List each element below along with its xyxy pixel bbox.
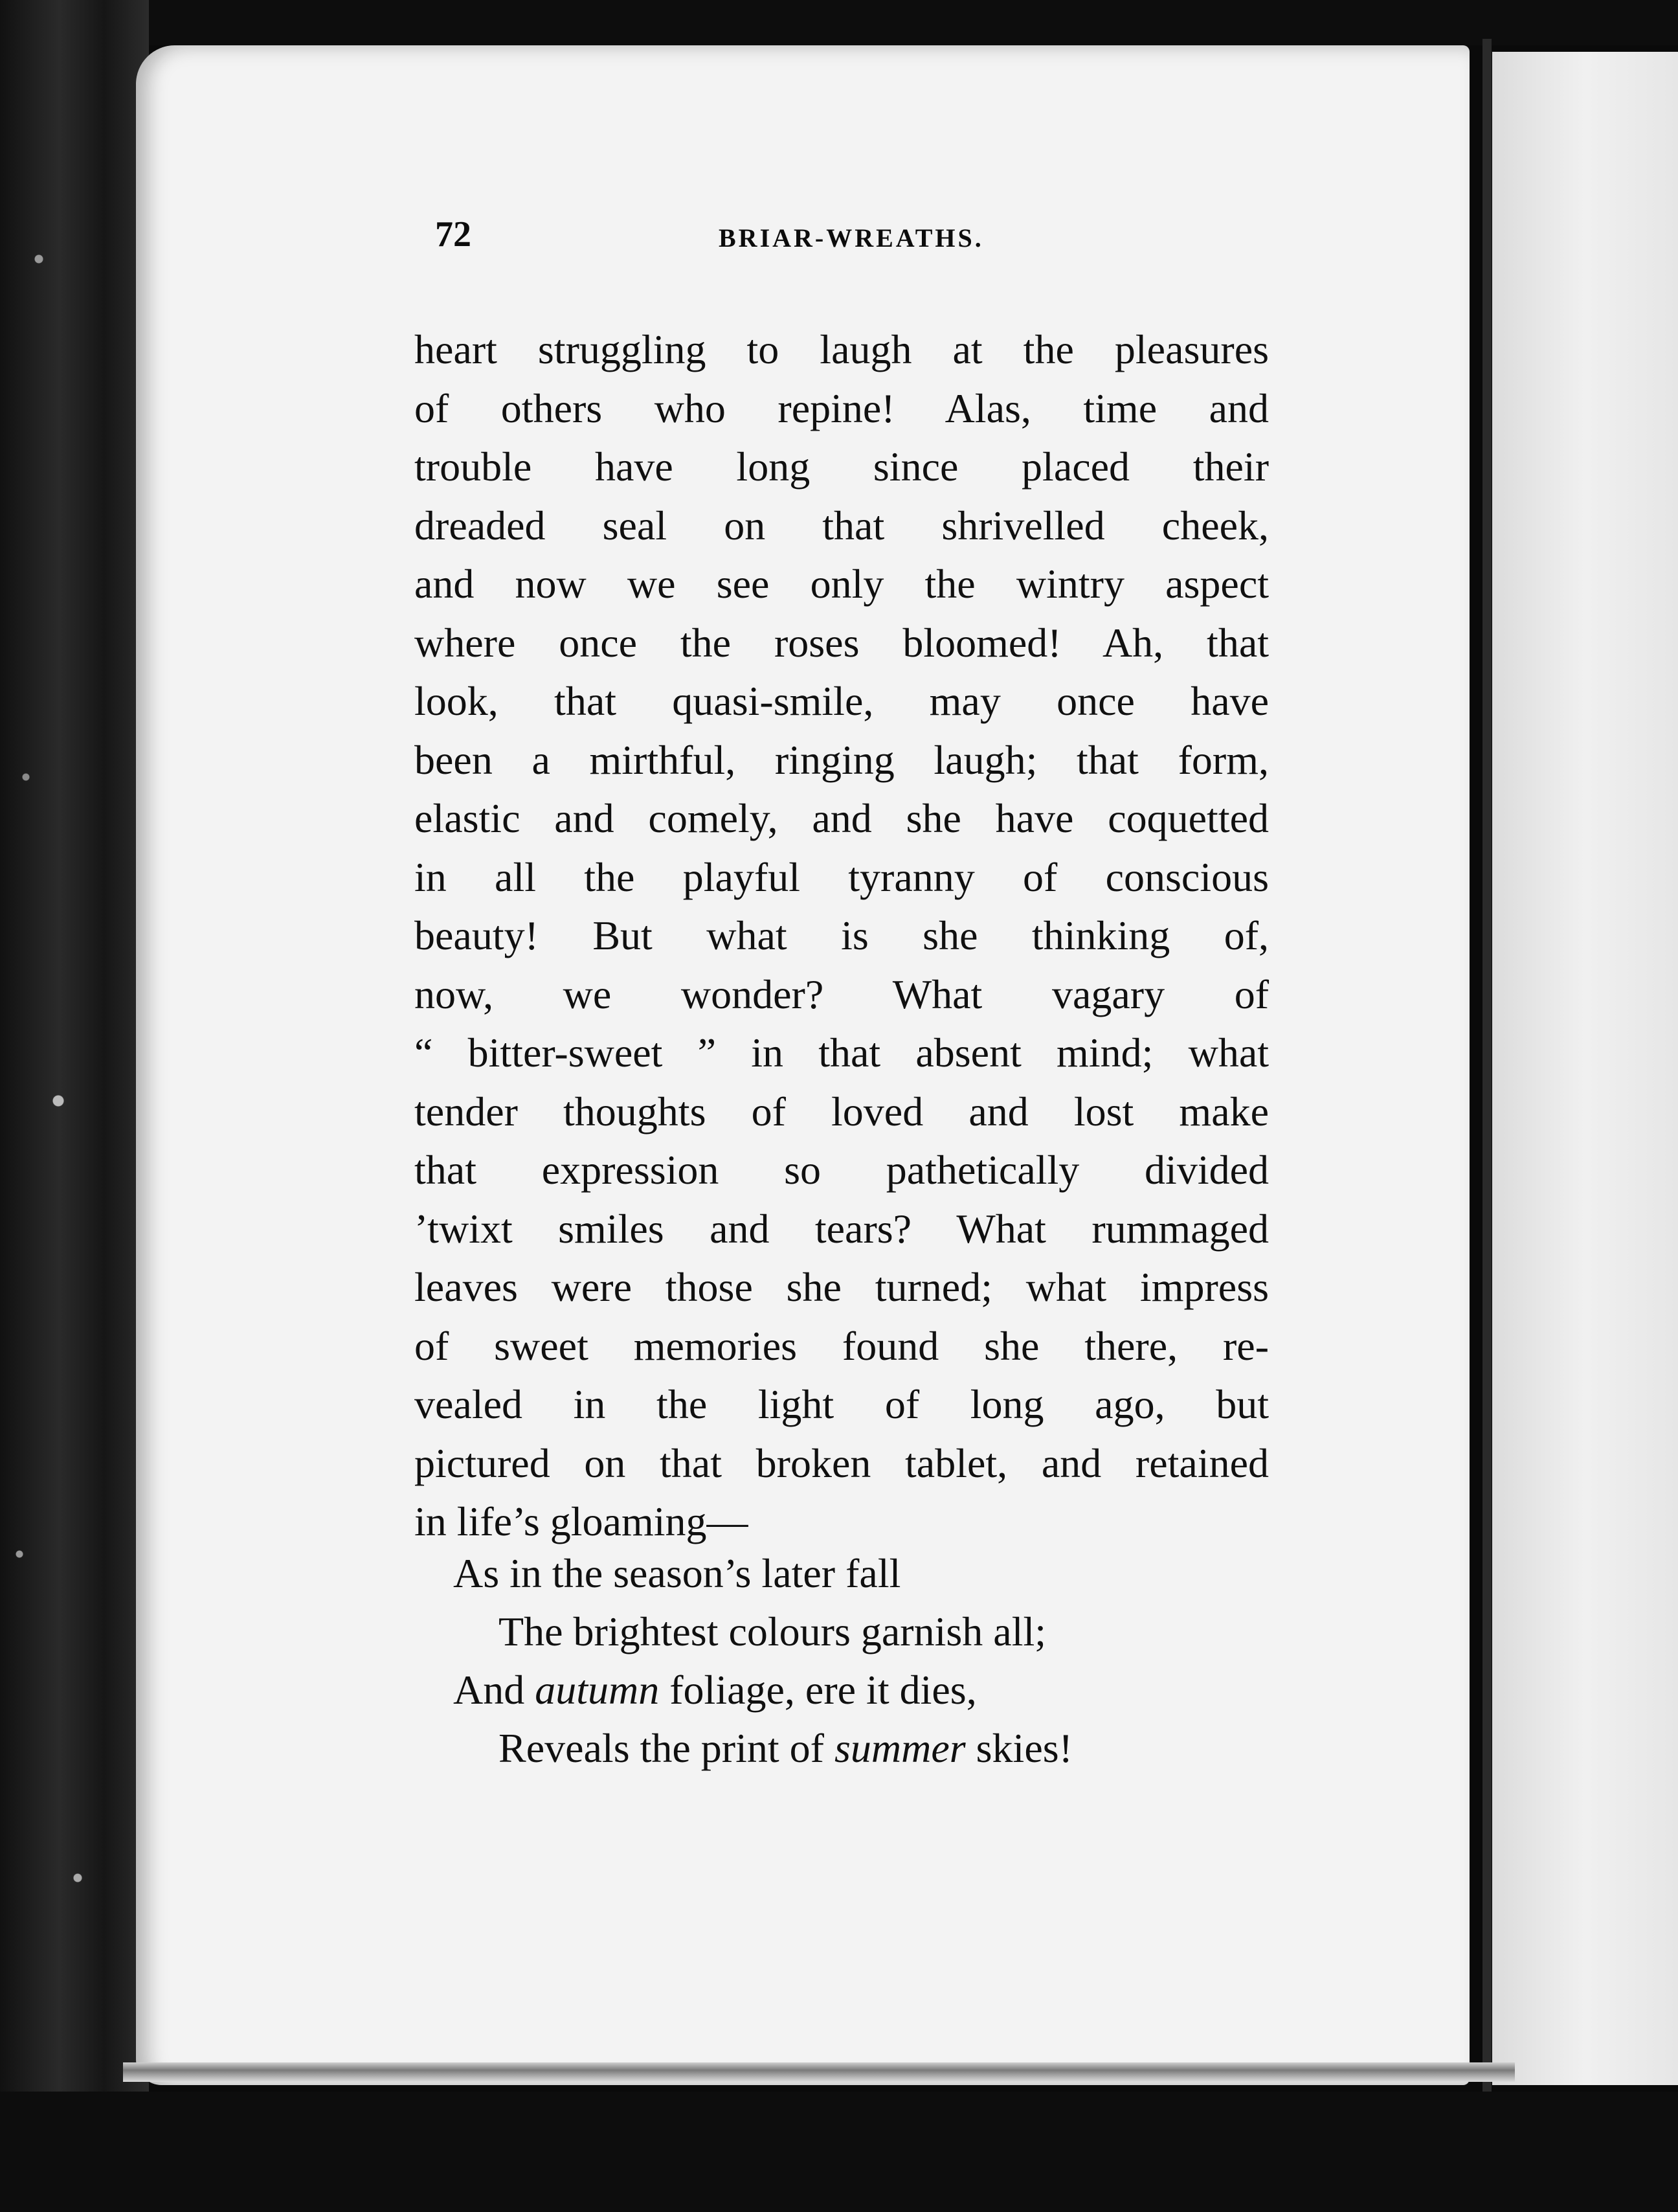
verse-line: The brightest colours garnish all; — [498, 1608, 1047, 1654]
text-line: in life’s gloaming— — [414, 1498, 748, 1544]
text-line: of others who repine! Alas, time and — [414, 385, 1269, 431]
verse-italic-word: summer — [834, 1725, 966, 1771]
verse-text: Reveals the print of — [498, 1725, 834, 1771]
prose-paragraph — [414, 321, 1269, 1552]
text-line: been a mirthful, ringing laugh; that form, — [414, 736, 1269, 783]
text-line: in all the playful tyranny of conscious — [414, 853, 1269, 900]
scan-top-border — [0, 0, 1678, 45]
page-gutter — [1482, 39, 1492, 2092]
text-line: tender thoughts of loved and lost make — [414, 1088, 1269, 1134]
facing-page-edge — [1492, 52, 1678, 2085]
text-line: of sweet memories found she there, re- — [414, 1322, 1269, 1369]
text-line: “ bitter-sweet ” in that absent mind; what — [414, 1030, 1269, 1076]
text-line: dreaded seal on that shrivelled cheek, — [414, 502, 1269, 548]
verse-text: foliage, ere it dies, — [659, 1667, 977, 1713]
text-line: heart struggling to laugh at the pleasures — [414, 326, 1269, 372]
verse-quotation — [453, 1544, 1295, 1778]
text-line: elastic and comely, and she have coquetted — [414, 795, 1269, 841]
text-line: vealed in the light of long ago, but — [414, 1381, 1269, 1427]
book-binding-edge — [0, 0, 149, 2212]
text-line: leaves were those she turned; what impress — [414, 1264, 1269, 1310]
text-line: where once the roses bloomed! Ah, that — [414, 619, 1269, 666]
scan-bottom-border — [0, 2092, 1678, 2212]
verse-line: As in the season’s later fall — [453, 1550, 901, 1596]
page-number: 72 — [435, 214, 471, 254]
page-bottom-edge — [123, 2062, 1515, 2082]
text-line: pictured on that broken tablet, and retained — [414, 1439, 1269, 1486]
text-line: that expression so pathetically divided — [414, 1147, 1269, 1193]
text-line: beauty! But what is she thinking of, — [414, 912, 1269, 958]
verse-italic-word: autumn — [535, 1667, 660, 1713]
text-line: and now we see only the wintry aspect — [414, 561, 1269, 607]
text-line: trouble have long since placed their — [414, 444, 1269, 490]
verse-line — [453, 1719, 1295, 1778]
text-line: look, that quasi-smile, may once have — [414, 678, 1269, 724]
page-header — [0, 214, 1678, 265]
verse-line — [453, 1661, 1295, 1719]
running-head: BRIAR-WREATHS. — [719, 223, 984, 253]
verse-text: skies! — [965, 1725, 1073, 1771]
text-line: now, we wonder? What vagary of — [414, 971, 1269, 1017]
text-line: ’twixt smiles and tears? What rummaged — [414, 1205, 1269, 1252]
verse-text: And — [453, 1667, 535, 1713]
